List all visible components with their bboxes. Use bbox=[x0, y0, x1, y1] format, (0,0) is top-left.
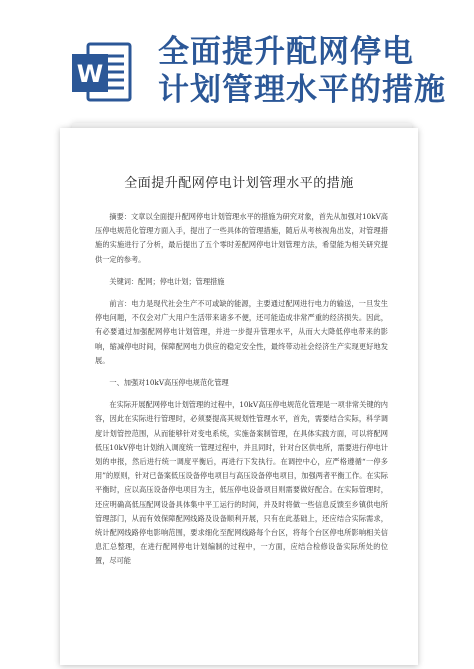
abstract-paragraph: 摘要：文章以全面提升配网停电计划管理水平的措施为研究对象，首先从加强对10kV高压停电规范化管理方面入手，提出了一些具体的管理措施，随后从考核视角出发，对管理措施的实施进行了分析，最后提出了五个零时差配网停电计划管理方法，希望能为相关研究提供一定的参考。 bbox=[95, 212, 388, 264]
section-body-paragraph: 在实际开展配网停电计划管理的过程中，10kV高压停电规范化管理是一项非常关键的内容，因此在实际进行管理时，必须要提高其规划性管理水平，首先，需要结合实际，科学调度计划管控范围，从而能够针对变电系统，实施备案制管理，在具体实践方面，可以将配网低压10kV停电计划纳入调度统一管理过程中，并且同时，针对台区供电所，需要进行停电计划的申报，然后进行统一调度平衡后，再进行下发执行。在调控中心，应严格遵循“一停多用”的原则，针对已备案低压设备停电项目与高压设备停电项目，加强两者平衡工作。在实际平衡时，应以高压设备停电项目为主，低压停电设备项目则需要做好配合。在实际管理时，还应明确高低压配网设备具体集中平工运行的时间，并及时将做一些信息反馈至乡镇供电所管理部门，从而有效保障配网线路及设备顺利开展，只有在此基础上，还应结合实际需求，统计配网线路停电影响范围，要求细化至配网线路每个台区，将每个台区停电所影响相关信息汇总整理，在进行配网停电计划编制的过程中，一方面，应结合检修设备实际所处的位置，尽可能 bbox=[95, 400, 388, 566]
banner-title-line1: 全面提升配网停电 bbox=[158, 34, 414, 70]
keywords-line: 关键词：配网；停电计划；管理措施 bbox=[109, 276, 225, 286]
document-body bbox=[95, 210, 388, 569]
banner-title-line2: 计划管理水平的措施 bbox=[158, 72, 446, 108]
intro-paragraph: 前言：电力是现代社会生产不可或缺的能源，主要通过配网进行电力的输送，一旦发生停电问题，不仅会对广大用户生活带来诸多不便，还可能造成非常严重的经济损失。因此，有必要通过加强配网停电计划管理，并进一步提升管理水平，从而大大降低停电带来的影响，缩减停电时间，保障配网电力供应的稳定安全性，最终带动社会经济生产实现更好地发展。 bbox=[95, 299, 388, 365]
section-heading: 一、加强对10kV高压停电规范化管理 bbox=[109, 378, 229, 388]
word-document-icon bbox=[70, 40, 134, 104]
document-title: 全面提升配网停电计划管理水平的措施 bbox=[124, 176, 354, 191]
document-page bbox=[60, 128, 418, 665]
banner-title bbox=[158, 33, 468, 109]
word-logo-letter: W bbox=[76, 60, 104, 88]
banner bbox=[0, 0, 474, 118]
